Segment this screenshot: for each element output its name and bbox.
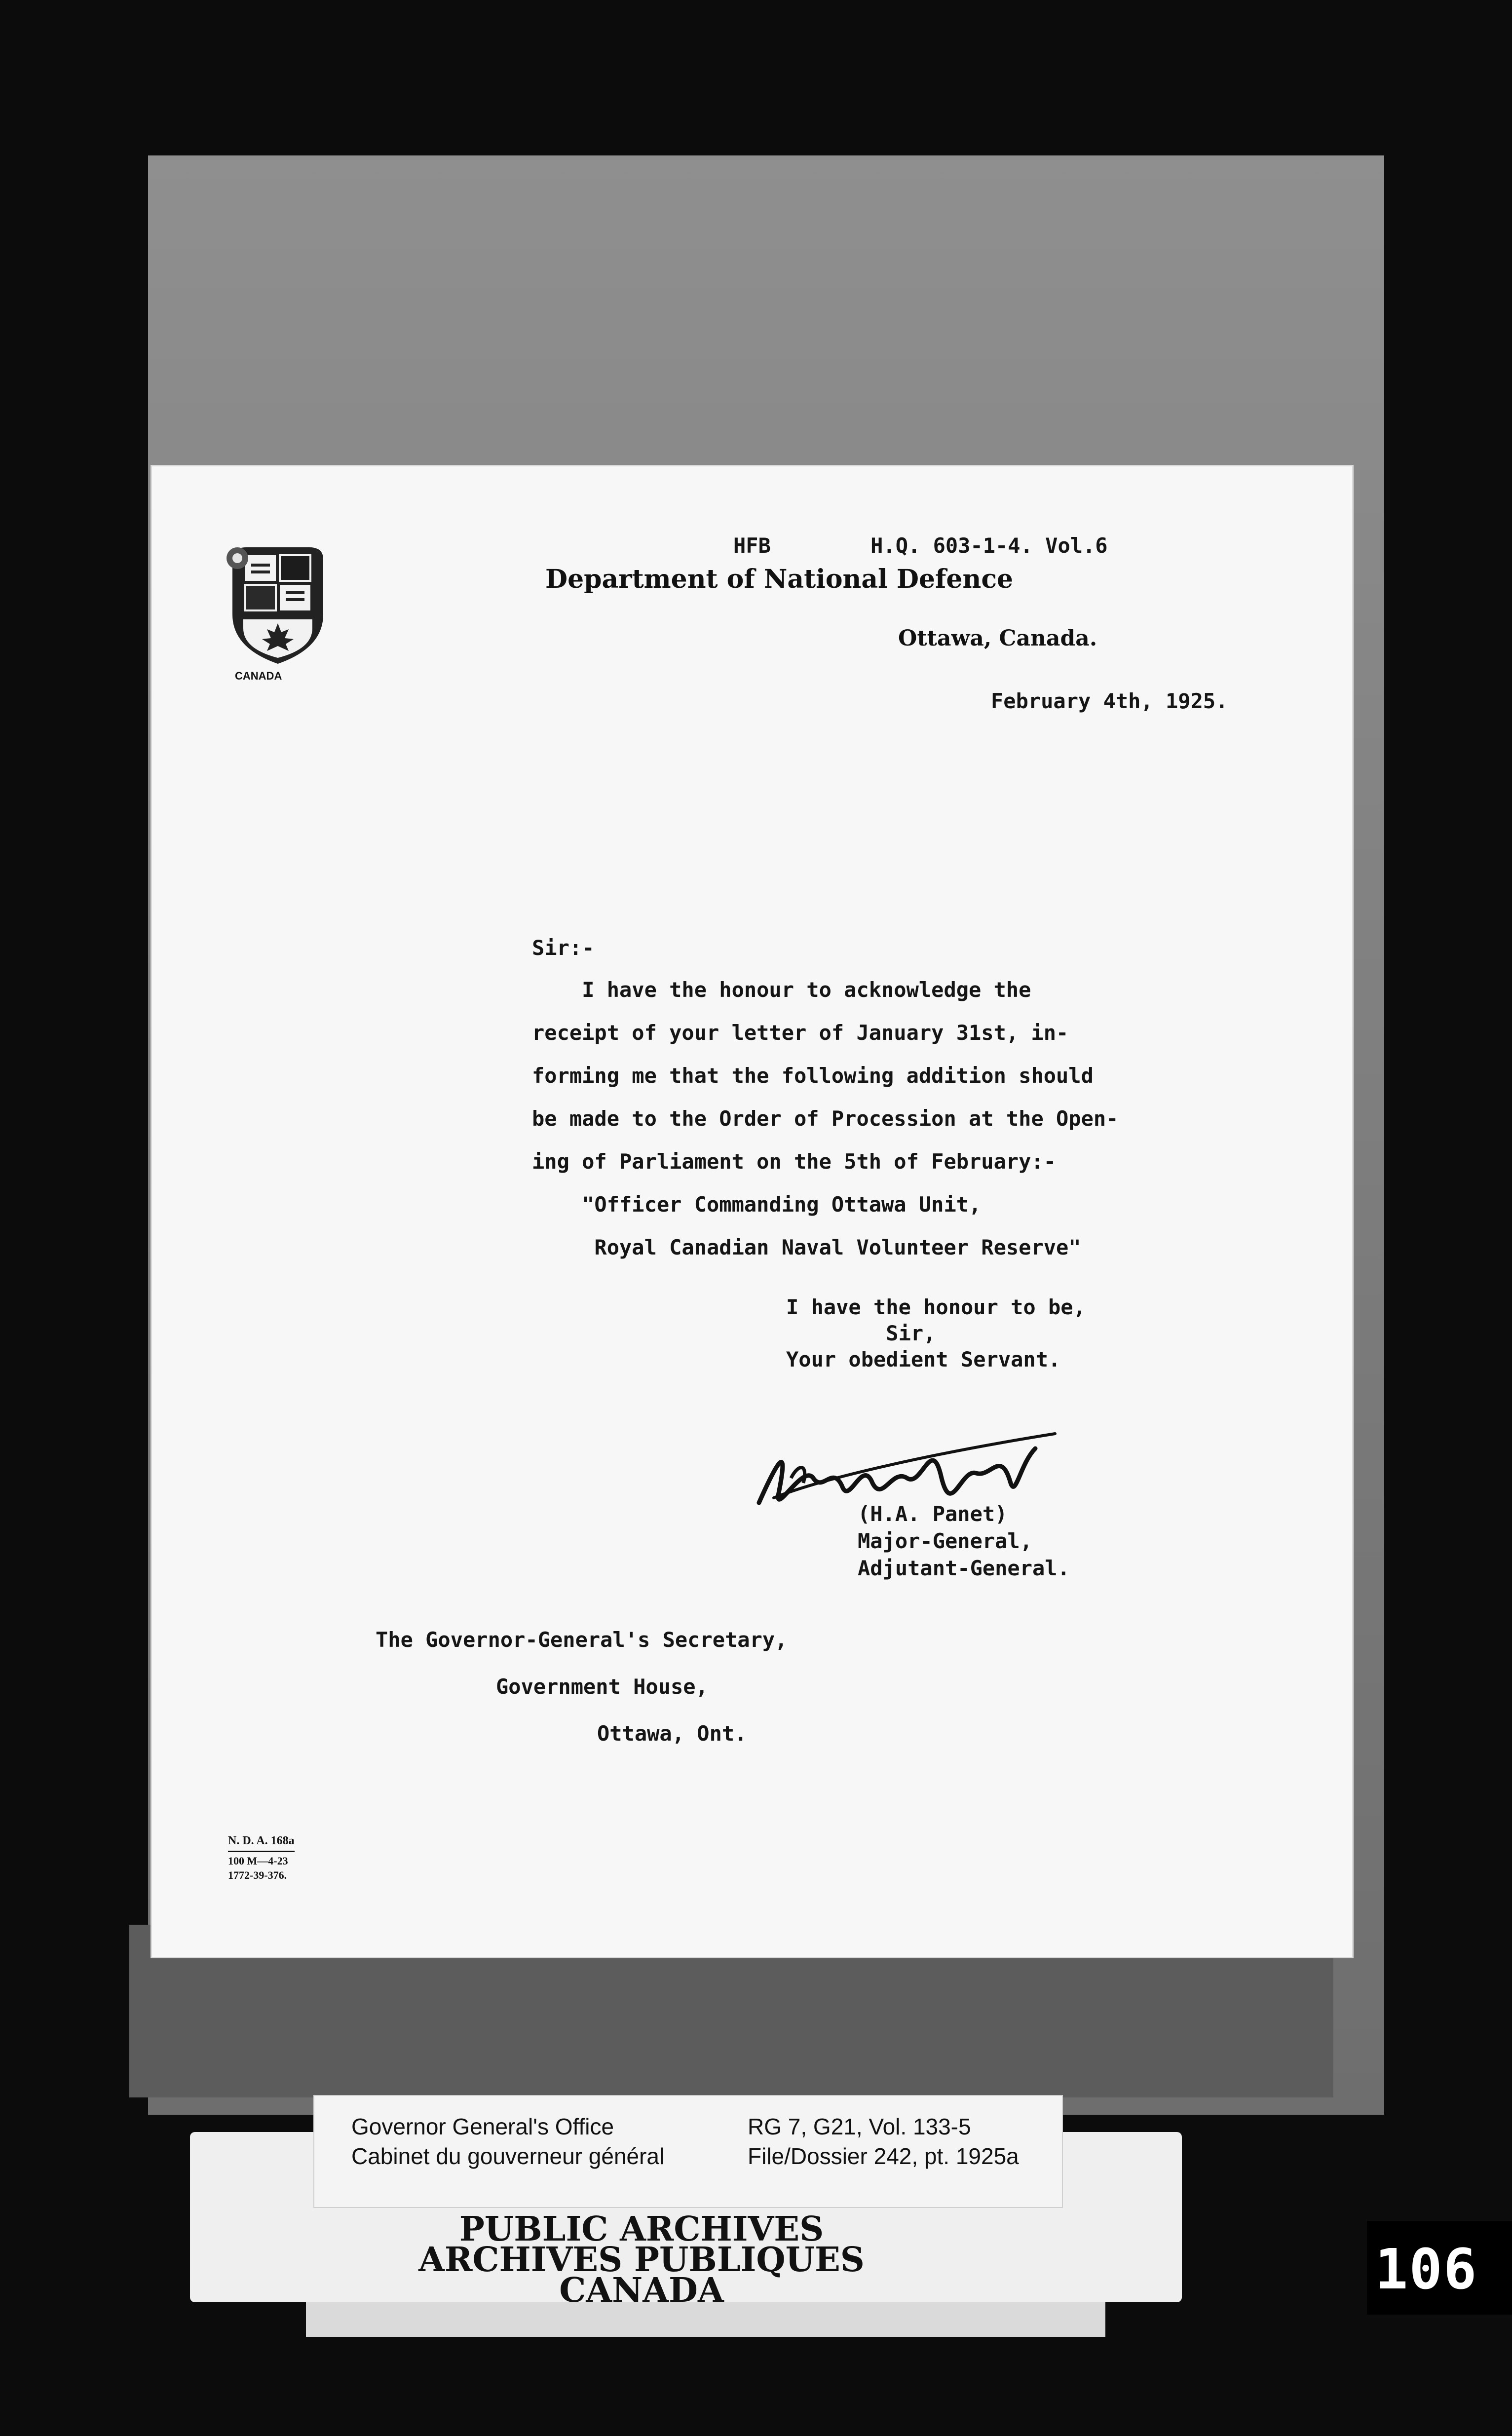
signatory-name: (H.A. Panet) bbox=[858, 1502, 1008, 1526]
frame-number: 106 bbox=[1375, 2238, 1478, 2302]
body-line: receipt of your letter of January 31st, in- bbox=[532, 1021, 1069, 1045]
record-group: RG 7, G21, Vol. 133-5 bbox=[748, 2114, 971, 2139]
letter-date: February 4th, 1925. bbox=[991, 689, 1228, 713]
body-line: I have the honour to acknowledge the bbox=[532, 978, 1031, 1002]
archive-label-line: CANADA bbox=[559, 2271, 724, 2310]
letter-page bbox=[152, 466, 1352, 1957]
addressee-line: Government House, bbox=[496, 1675, 708, 1699]
archive-label-line: ARCHIVES PUBLIQUES bbox=[418, 2240, 865, 2280]
form-number: N. D. A. 168a 100 M—4-23 1772-39-376. bbox=[228, 1834, 295, 1881]
letterhead-place: Ottawa, Canada. bbox=[898, 626, 1097, 651]
file-number: File/Dossier 242, pt. 1925a bbox=[748, 2143, 1019, 2169]
archive-label-line: PUBLIC ARCHIVES bbox=[459, 2209, 824, 2249]
body-line: forming me that the following addition should bbox=[532, 1064, 1094, 1088]
addressee-line: Ottawa, Ont. bbox=[597, 1721, 747, 1746]
canada-crest-icon bbox=[224, 540, 332, 669]
body-line: be made to the Order of Procession at the Open- bbox=[532, 1106, 1119, 1131]
closing-line: I have the honour to be, bbox=[786, 1295, 1086, 1319]
closing-line: Sir, bbox=[786, 1321, 936, 1345]
closing-line: Your obedient Servant. bbox=[786, 1347, 1061, 1371]
frame-number-badge bbox=[1367, 2221, 1512, 2315]
body-line: ing of Parliament on the 5th of February:- bbox=[532, 1149, 1057, 1174]
reference-number: HFB H.Q. 603-1-4. Vol.6 bbox=[733, 533, 1108, 558]
salutation: Sir:- bbox=[532, 936, 595, 960]
addressee-line: The Governor-General's Secretary, bbox=[376, 1628, 788, 1652]
office-name-en: Governor General's Office bbox=[351, 2114, 614, 2139]
quoted-line: "Officer Commanding Ottawa Unit, bbox=[532, 1192, 982, 1217]
signatory-title: Adjutant-General. bbox=[858, 1556, 1070, 1580]
department-letterhead: Department of National Defence bbox=[545, 564, 1014, 594]
crest-caption: CANADA bbox=[235, 670, 282, 682]
signatory-rank: Major-General, bbox=[858, 1529, 1033, 1553]
quoted-line: Royal Canadian Naval Volunteer Reserve" bbox=[532, 1235, 1081, 1259]
archive-reference-card bbox=[313, 2095, 1063, 2208]
office-name-fr: Cabinet du gouverneur général bbox=[351, 2143, 665, 2169]
